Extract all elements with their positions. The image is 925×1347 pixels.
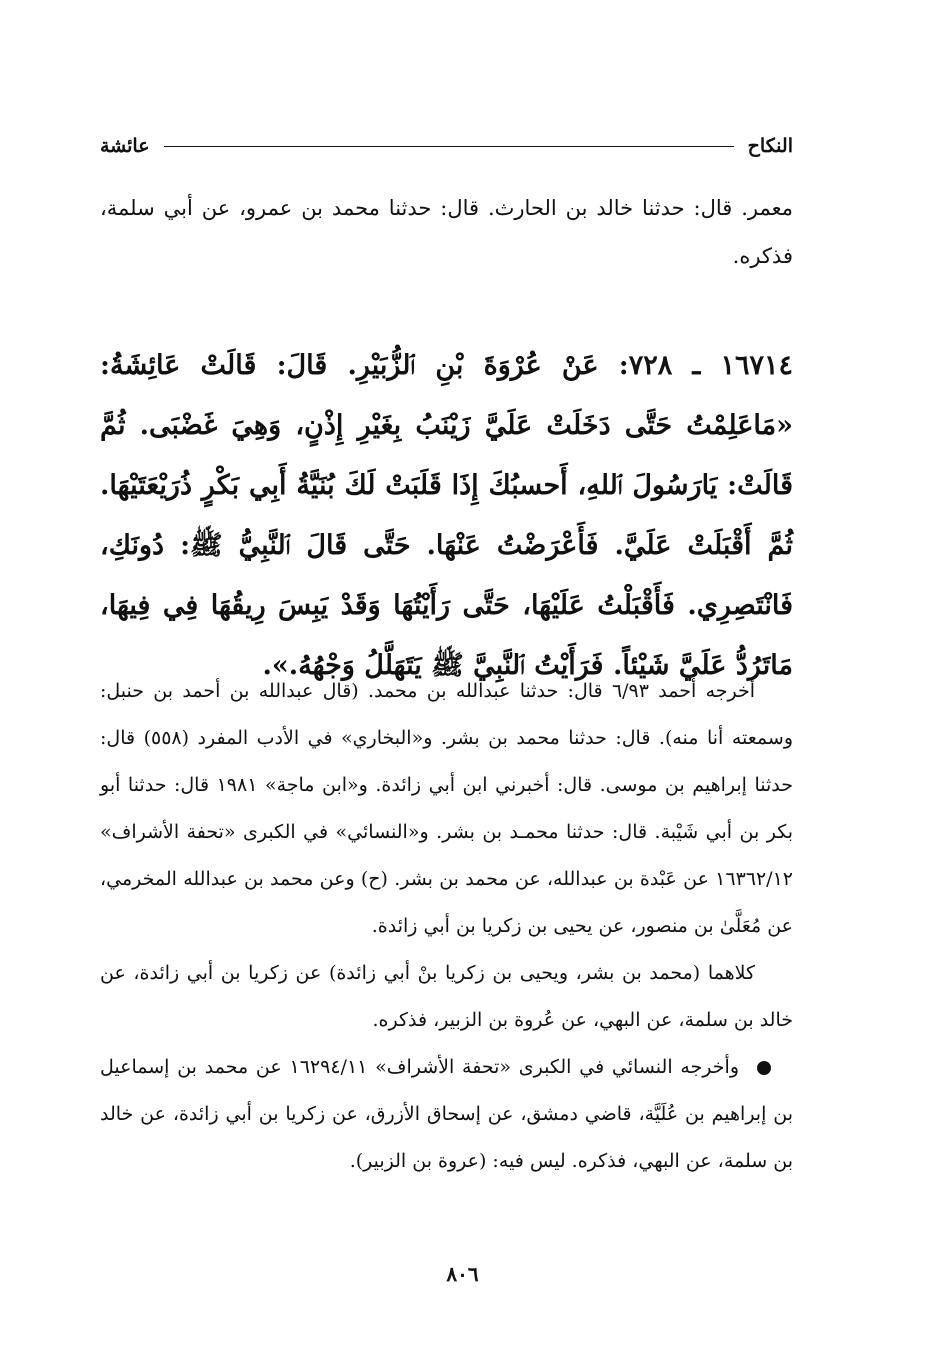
takhrij-paragraph-3-text: وأخرجه النسائي في الكبرى «تحفة الأشراف» ١٦٢٩٤/١١ عن محمد بن إسماعيل بن إبراهيم بن عُلَيَّة، قاضي دمشق، عن إسحاق الأزرق، عن زكريا بن أبي زائدة، عن خالد بن سلمة، عن البهي، فذكره. ليس فيه: (عروة بن الزبير). bbox=[100, 1056, 793, 1172]
takhrij-section bbox=[100, 668, 793, 1185]
bullet-icon bbox=[757, 1061, 771, 1075]
hadith-number: ١٦٧١٤ ـ ٧٢٨: bbox=[618, 350, 793, 381]
chapter-title: عائشة bbox=[100, 135, 150, 157]
header-rule bbox=[164, 146, 734, 147]
hadith-text: عَنْ عُرْوَةَ بْنِ ٱلزُّبَيْرِ. قَالَ: قَالَتْ عَائِشَةُ: «مَاعَلِمْتُ حَتَّى دَخَلَتْ عَلَيَّ زَيْنَبُ بِغَيْرِ إِذْنٍ، وَهِيَ غَضْبَى. ثُمَّ قَالَتْ: يَارَسُولَ ٱللهِ، أَحسبُكَ إِذَا قَلَبَتْ لَكَ بُنَيَّةُ أَبِي بَكْرٍ ذُرَيْعَتَيْهَا. ثُمَّ أَقْبَلَتْ عَلَيَّ. فَأَعْرَضْتُ عَنْهَا. حَتَّى قَالَ ٱلنَّبِيُّ ﷺ: دُونَكِ، فَانْتَصِرِي. فَأَقْبَلْتُ عَلَيْهَا، حَتَّى رَأَيْتُهَا وَقَدْ يَبِسَ رِيقُهَا فِي فِيهَا، مَاتَرُدُّ عَلَيَّ شَيْئاً. فَرَأَيْتُ ٱلنَّبِيَّ ﷺ يَتَهَلَّلُ وَجْهُهُ.». bbox=[100, 350, 793, 681]
continuation-paragraph: معمر. قال: حدثنا خالد بن الحارث. قال: حدثنا محمد بن عمرو، عن أبي سلمة، فذكره. bbox=[100, 196, 793, 268]
takhrij-paragraph-1: أخرجه أحمد ٦/٩٣ قال: حدثنا عبدالله بن محمد. (قال عبدالله بن أحمد بن حنبل: وسمعته أنا منه). قال: حدثنا محمد بن بشر. و«البخاري» في الأدب المفرد (٥٥٨) قال: حدثنا إبراهيم بن موسى. قال: أخبرني ابن أبي زائدة. و«ابن ماجة» ١٩٨١ قال: حدثنا أبو بكر بن أبي شَيْبة. قال: حدثنا محمـد بن بشر. و«النسائي» في الكبرى «تحفة الأشراف» ١٦٣٦٢/١٢ عن عَبْدة بن عبدالله، عن محمد بن بشر. (ح) وعن محمد بن عبدالله المخرمي، عن مُعَلَّىٰ بن منصور، عن يحيى بن زكريا بن أبي زائدة. bbox=[100, 680, 794, 937]
hadith-block bbox=[100, 336, 793, 696]
takhrij-paragraph-3 bbox=[100, 1044, 793, 1185]
book-title: النكاح bbox=[747, 135, 793, 157]
takhrij-paragraph-2: كلاهما (محمد بن بشر، ويحيى بن زكريا بنْ أبي زائدة) عن زكريا بن أبي زائدة، عن خالد بن سلمة، عن البهي، عن عُروة بن الزبير، فذكره. bbox=[100, 962, 793, 1031]
page-number: ٨٠٦ bbox=[446, 1262, 479, 1286]
running-header bbox=[100, 128, 793, 164]
